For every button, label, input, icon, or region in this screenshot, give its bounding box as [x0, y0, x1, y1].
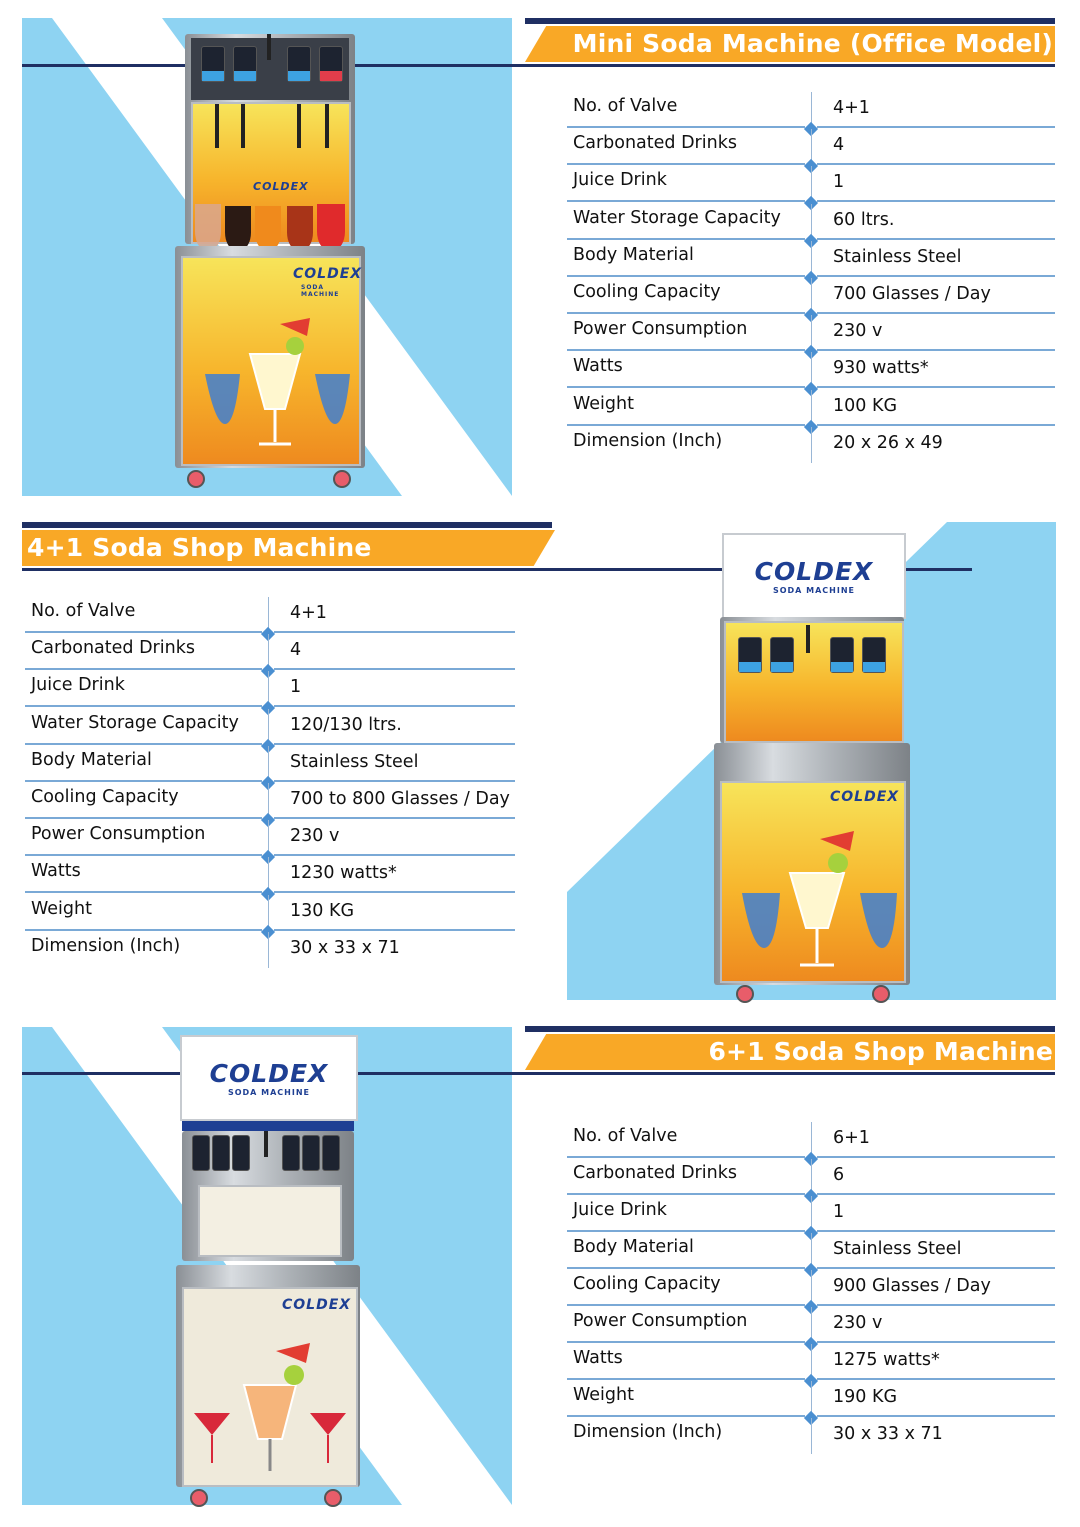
spec-value: 30 x 33 x 71 [290, 937, 400, 958]
coldex-tagline: SODA MACHINE [227, 1088, 311, 1097]
row-underline [567, 349, 805, 351]
header-top-line [525, 18, 1055, 24]
row-underline [567, 312, 805, 314]
row-underline [817, 163, 1055, 165]
spec-row [567, 129, 1055, 165]
column-divider [268, 932, 269, 968]
row-underline [817, 126, 1055, 128]
spec-row [567, 1233, 1055, 1269]
spec-row [567, 1307, 1055, 1343]
spec-value: 130 KG [290, 900, 355, 921]
4plus1-soda-machine-image [712, 533, 912, 998]
spec-row [25, 634, 515, 670]
spec-row [25, 783, 515, 819]
spec-value: 230 v [833, 321, 883, 342]
spec-label: Cooling Capacity [31, 787, 179, 807]
row-underline [567, 1378, 805, 1380]
spec-label: Juice Drink [31, 675, 125, 696]
row-underline [567, 126, 805, 128]
spec-value: 900 Glasses / Day [833, 1276, 991, 1296]
spec-label: Watts [573, 1348, 623, 1368]
spec-value: 230 v [290, 826, 340, 847]
spec-label: No. of Valve [31, 601, 136, 621]
row-underline [817, 1156, 1055, 1158]
header-top-line [525, 1026, 1055, 1032]
row-underline [817, 1193, 1055, 1195]
spec-value: 4 [290, 640, 302, 661]
spec-label: Dimension (Inch) [31, 935, 181, 956]
spec-row [25, 857, 515, 893]
row-underline [567, 1230, 805, 1232]
spec-row [567, 315, 1055, 351]
column-divider [811, 1418, 812, 1454]
spec-label: Carbonated Drinks [573, 133, 737, 154]
header-top-line [22, 522, 552, 528]
spec-row [567, 1159, 1055, 1195]
row-underline [25, 743, 262, 745]
column-divider [811, 427, 812, 463]
row-underline [25, 631, 262, 633]
row-underline [817, 1267, 1055, 1269]
coldex-logo-lower: COLDEX [282, 1297, 352, 1313]
spec-value: 30 x 33 x 71 [833, 1424, 943, 1444]
spec-row [567, 390, 1055, 426]
spec-row [567, 352, 1055, 388]
row-underline [25, 705, 262, 707]
spec-value: 1230 watts* [290, 863, 397, 884]
spec-label: Carbonated Drinks [31, 638, 195, 659]
row-underline [817, 424, 1055, 426]
spec-row [567, 204, 1055, 240]
spec-value: 700 to 800 Glasses / Day [290, 789, 510, 809]
spec-label: No. of Valve [573, 96, 678, 116]
spec-value: 6 [833, 1165, 845, 1185]
spec-value: 100 KG [833, 395, 898, 416]
row-underline [567, 1193, 805, 1195]
section-title: Mini Soda Machine (Office Model) [572, 29, 1053, 58]
spec-row [25, 820, 515, 856]
section-4plus1-soda-shop-machine [0, 505, 1080, 1015]
row-underline [567, 200, 805, 202]
spec-label: Body Material [31, 749, 152, 770]
spec-value: 120/130 ltrs. [290, 714, 402, 735]
spec-row [25, 671, 515, 707]
spec-value: 1 [833, 1202, 845, 1222]
drink-illustration [190, 1335, 350, 1480]
row-underline [567, 1304, 805, 1306]
row-underline [274, 817, 515, 819]
spec-value: Stainless Steel [290, 751, 419, 772]
row-underline [817, 1341, 1055, 1343]
spec-value: 930 watts* [833, 358, 929, 379]
spec-value: 4+1 [833, 98, 870, 118]
row-underline [567, 1341, 805, 1343]
spec-value: 230 v [833, 1313, 883, 1333]
section-title: 4+1 Soda Shop Machine [27, 533, 372, 562]
coldex-tagline: SODA MACHINE [772, 586, 856, 595]
row-underline [817, 1304, 1055, 1306]
6plus1-soda-machine-image [176, 1035, 362, 1505]
row-underline [25, 668, 262, 670]
spec-label: Weight [573, 1385, 634, 1405]
row-underline [567, 1267, 805, 1269]
spec-value: Stainless Steel [833, 1239, 962, 1259]
row-underline [274, 891, 515, 893]
spec-label: Body Material [573, 1237, 694, 1257]
row-underline [567, 275, 805, 277]
spec-row [567, 1270, 1055, 1306]
spec-row [567, 1381, 1055, 1417]
spec-row [25, 746, 515, 782]
row-underline [274, 780, 515, 782]
row-underline [567, 386, 805, 388]
spec-value: Stainless Steel [833, 246, 962, 267]
spec-row [567, 166, 1055, 202]
spec-label: Watts [31, 861, 81, 882]
spec-value: 1 [833, 172, 845, 193]
row-underline [274, 668, 515, 670]
row-underline [25, 891, 262, 893]
spec-label: Body Material [573, 244, 694, 265]
row-underline [274, 705, 515, 707]
spec-value: 4+1 [290, 603, 327, 623]
spec-value: 4 [833, 135, 845, 156]
section-mini-soda-machine [0, 0, 1080, 505]
spec-label: Carbonated Drinks [573, 1163, 737, 1183]
row-underline [274, 854, 515, 856]
spec-label: No. of Valve [573, 1126, 678, 1146]
coldex-logo: COLDEX [754, 557, 874, 586]
row-underline [817, 200, 1055, 202]
row-underline [274, 743, 515, 745]
spec-label: Power Consumption [31, 824, 206, 845]
row-underline [25, 817, 262, 819]
coldex-logo-lower: COLDEX [830, 789, 900, 805]
row-underline [817, 1230, 1055, 1232]
mini-soda-machine-image [175, 34, 365, 494]
spec-value: 1275 watts* [833, 1350, 940, 1370]
spec-row [567, 1344, 1055, 1380]
row-underline [274, 929, 515, 931]
spec-row [567, 1122, 1055, 1158]
coldex-logo-lower: COLDEX [293, 266, 363, 282]
coldex-logo: COLDEX [253, 180, 309, 193]
section-title: 6+1 Soda Shop Machine [708, 1037, 1053, 1066]
row-underline [25, 929, 262, 931]
spec-row [567, 241, 1055, 277]
spec-label: Weight [31, 898, 92, 919]
row-underline [817, 275, 1055, 277]
spec-row [567, 427, 1055, 463]
row-underline [567, 1156, 805, 1158]
spec-row [25, 597, 515, 633]
coldex-tagline: SODA MACHINE [301, 284, 340, 298]
drink-illustration [732, 823, 902, 973]
spec-label: Weight [573, 393, 634, 414]
row-underline [567, 1415, 805, 1417]
spec-label: Water Storage Capacity [573, 207, 781, 228]
spec-label: Dimension (Inch) [573, 1422, 723, 1442]
coldex-signboard [722, 533, 906, 619]
spec-label: Watts [573, 356, 623, 377]
row-underline [817, 1378, 1055, 1380]
row-underline [567, 424, 805, 426]
coldex-logo: COLDEX [209, 1059, 329, 1088]
coldex-signboard [180, 1035, 358, 1121]
row-underline [817, 349, 1055, 351]
spec-label: Juice Drink [573, 1200, 667, 1220]
row-underline [25, 854, 262, 856]
spec-label: Cooling Capacity [573, 1274, 721, 1294]
spec-row [567, 92, 1055, 128]
spec-row [25, 932, 515, 968]
spec-label: Power Consumption [573, 1311, 748, 1331]
row-underline [567, 163, 805, 165]
spec-label: Juice Drink [573, 170, 667, 191]
spec-value: 60 ltrs. [833, 209, 895, 230]
spec-row [567, 1196, 1055, 1232]
row-underline [274, 631, 515, 633]
spec-label: Water Storage Capacity [31, 712, 239, 733]
section-6plus1-soda-shop-machine [0, 1015, 1080, 1527]
row-underline [567, 238, 805, 240]
spec-value: 190 KG [833, 1387, 898, 1407]
spec-label: Power Consumption [573, 319, 748, 340]
spec-row [25, 895, 515, 931]
drink-illustration [195, 314, 355, 454]
spec-row [567, 1418, 1055, 1454]
row-underline [817, 312, 1055, 314]
spec-value: 6+1 [833, 1128, 870, 1148]
row-underline [817, 1415, 1055, 1417]
spec-row [25, 709, 515, 745]
spec-value: 20 x 26 x 49 [833, 432, 943, 453]
row-underline [817, 238, 1055, 240]
spec-value: 1 [290, 677, 302, 698]
spec-row [567, 278, 1055, 314]
row-underline [25, 780, 262, 782]
row-underline [817, 386, 1055, 388]
spec-label: Cooling Capacity [573, 282, 721, 302]
spec-label: Dimension (Inch) [573, 430, 723, 451]
spec-value: 700 Glasses / Day [833, 284, 991, 304]
